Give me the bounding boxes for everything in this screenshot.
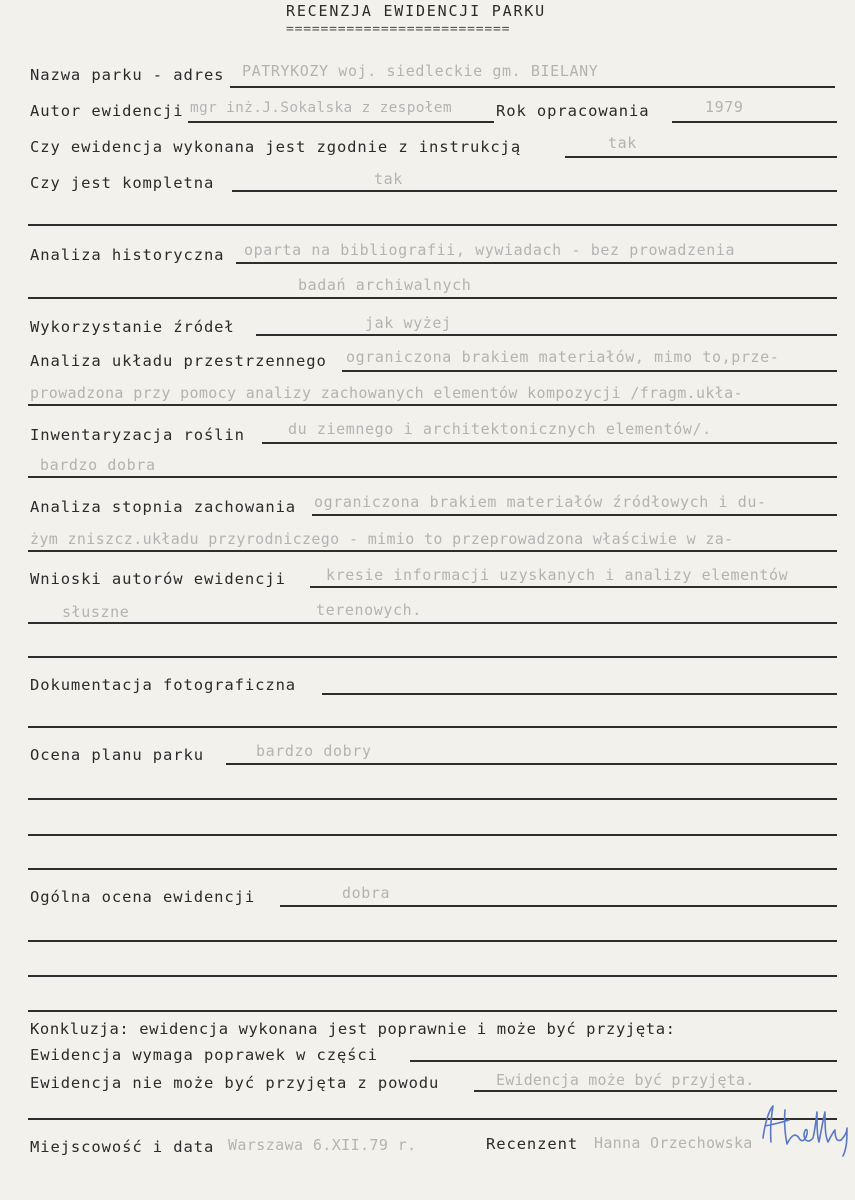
author-line [188, 121, 494, 123]
corrections-line [410, 1060, 837, 1062]
overall-line-2 [28, 940, 837, 942]
compliance-line [565, 156, 837, 158]
plan-line-1 [226, 763, 837, 765]
complete-value[interactable]: tak [374, 170, 403, 188]
historical-value-1[interactable]: oparta na bibliografii, wywiadach - bez prowadzenia [244, 241, 736, 259]
conclusion-statement: Konkluzja: ewidencja wykonana jest poprawnie i może być przyjęta: [30, 1020, 676, 1038]
sources-value[interactable]: jak wyżej [365, 314, 452, 332]
conclusions-line-2 [28, 622, 837, 624]
historical-line-2 [28, 297, 837, 299]
reviewer-label: Recenzent [486, 1135, 579, 1153]
compliance-label: Czy ewidencja wykonana jest zgodnie z instrukcją [30, 138, 522, 156]
conclusions-line-3 [28, 656, 837, 658]
overall-value[interactable]: dobra [342, 884, 391, 902]
plan-value[interactable]: bardzo dobry [256, 742, 372, 760]
sources-label: Wykorzystanie źródeł [30, 318, 235, 336]
park-name-line [230, 86, 835, 88]
plan-label: Ocena planu parku [30, 746, 204, 764]
author-label: Autor ewidencji [30, 102, 184, 120]
overall-label: Ogólna ocena ewidencji [30, 888, 256, 906]
spatial-label: Analiza układu przestrzennego [30, 352, 327, 370]
author-value[interactable]: mgr inż.J.Sokalska z zespołem [190, 100, 452, 116]
preservation-value-1[interactable]: ograniczona brakiem materiałów źródłowych i du- [314, 493, 767, 511]
conclusions-value-2[interactable]: słuszne [62, 603, 130, 621]
rejection-value[interactable]: Ewidencja może być przyjęta. [496, 1071, 755, 1089]
rejection-label: Ewidencja nie może być przyjęta z powodu [30, 1074, 440, 1092]
historical-value-2[interactable]: badań archiwalnych [298, 276, 472, 294]
overall-line-1 [280, 905, 837, 907]
overall-line-4 [28, 1010, 837, 1012]
overall-line-3 [28, 975, 837, 977]
rejection-line [474, 1090, 837, 1092]
conclusions-value-3[interactable]: terenowych. [316, 601, 422, 619]
plan-line-3 [28, 834, 837, 836]
title-underline: ========================== [286, 22, 511, 37]
conclusions-line-1 [310, 586, 837, 588]
corrections-label: Ewidencja wymaga poprawek w części [30, 1046, 378, 1064]
compliance-value[interactable]: tak [608, 134, 637, 152]
plan-line-2 [28, 798, 837, 800]
photo-docs-label: Dokumentacja fotograficzna [30, 676, 297, 694]
sources-line [256, 334, 837, 336]
complete-label: Czy jest kompletna [30, 174, 215, 192]
spatial-value-1[interactable]: ograniczona brakiem materiałów, mimo to,prze- [346, 348, 780, 366]
park-name-label: Nazwa parku - adres [30, 66, 225, 84]
plants-line-1 [262, 442, 837, 444]
plants-value-1[interactable]: du ziemnego i architektonicznych elementów/. [288, 420, 712, 438]
spatial-line-1 [342, 370, 837, 372]
plants-value-2[interactable]: bardzo dobra [40, 456, 156, 474]
blank-line [28, 224, 837, 226]
year-label: Rok opracowania [496, 102, 650, 120]
rejection-line-2 [28, 1118, 837, 1120]
plants-line-2 [28, 476, 837, 478]
year-line [672, 121, 837, 123]
preservation-value-2[interactable]: żym zniszcz.układu przyrodniczego - mimio to przeprowadzona właściwie w za- [30, 530, 734, 548]
place-date-value[interactable]: Warszawa 6.XII.79 r. [228, 1136, 417, 1154]
reviewer-signature [755, 1098, 855, 1158]
plan-line-4 [28, 868, 837, 870]
place-date-label: Miejscowość i data [30, 1138, 215, 1156]
spatial-value-2[interactable]: prowadzona przy pomocy analizy zachowanych elementów kompozycji /fragm.ukła- [30, 384, 743, 402]
park-name-value[interactable]: PATRYKOZY woj. siedleckie gm. BIELANY [242, 62, 599, 80]
year-value[interactable]: 1979 [705, 98, 744, 116]
preservation-line-1 [312, 514, 837, 516]
preservation-label: Analiza stopnia zachowania [30, 498, 297, 516]
reviewer-value[interactable]: Hanna Orzechowska [594, 1134, 753, 1152]
spatial-line-2 [28, 404, 837, 406]
conclusions-label: Wnioski autorów ewidencji [30, 570, 286, 588]
photo-docs-line-2 [28, 726, 837, 728]
historical-line-1 [236, 262, 837, 264]
complete-line [232, 190, 837, 192]
form-title: RECENZJA EWIDENCJI PARKU [286, 2, 546, 20]
conclusions-value-1[interactable]: kresie informacji uzyskanych i analizy elementów [326, 566, 789, 584]
photo-docs-line [322, 693, 837, 695]
plants-label: Inwentaryzacja roślin [30, 426, 245, 444]
historical-label: Analiza historyczna [30, 246, 225, 264]
preservation-line-2 [28, 550, 837, 552]
